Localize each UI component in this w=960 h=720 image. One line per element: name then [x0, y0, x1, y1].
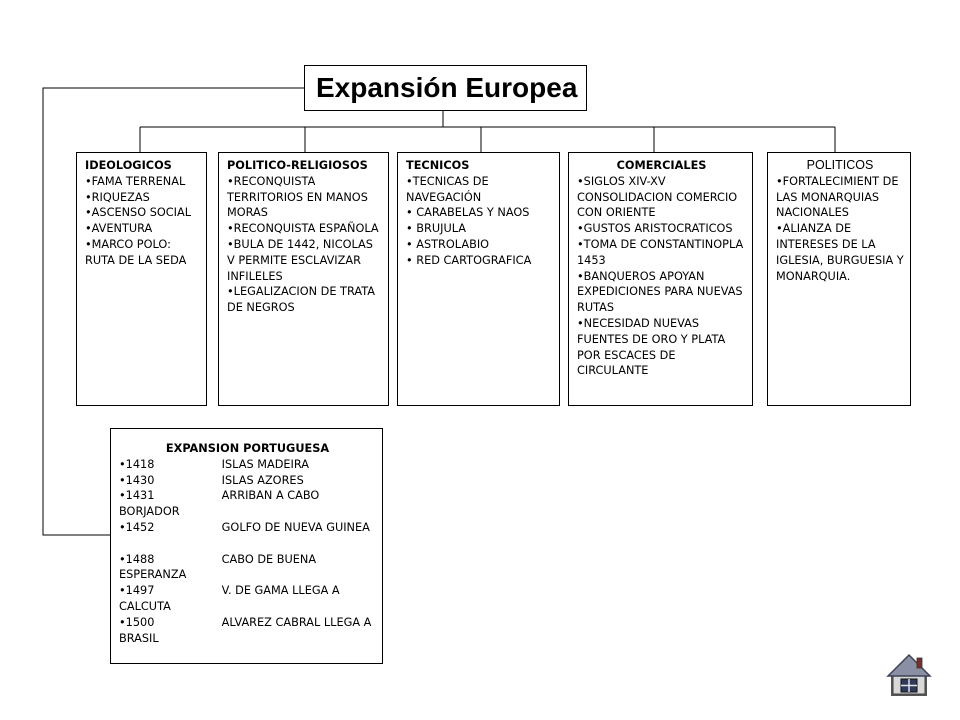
list-item: • RECONQUISTA TERRITORIOS EN MANOS MORAS — [227, 174, 382, 221]
box-politicos — [767, 152, 911, 406]
event-year: 1452 — [125, 520, 155, 534]
list-item: • RECONQUISTA ESPAÑOLA — [227, 221, 382, 237]
title-box — [304, 65, 587, 111]
list-item: • RED CARTOGRAFICA — [406, 253, 553, 269]
event-text: V. DE GAMA LLEGA A CALCUTA — [119, 584, 340, 613]
box-ideologicos — [76, 152, 207, 406]
list-item: • ASTROLABIO — [406, 237, 553, 253]
list-item: • FORTALECIMIENT DE LAS MONARQUIAS NACIONALES — [776, 174, 904, 221]
box-heading: COMERCIALES — [616, 159, 707, 172]
event-year: 1488 — [125, 552, 155, 566]
event-text: ALVAREZ CABRAL LLEGA A BRASIL — [119, 615, 372, 645]
list-item: • BULA DE 1442, NICOLAS V PERMITE ESCLAVIZAR INFILELES — [227, 237, 382, 284]
event-year: 1430 — [125, 473, 155, 487]
list-item — [119, 615, 376, 647]
list-item: • MARCO POLO: RUTA DE LA SEDA — [85, 237, 200, 269]
list-item — [119, 520, 376, 536]
event-year: 1431 — [125, 489, 155, 503]
list-item — [119, 457, 376, 473]
list-item: • RIQUEZAS — [85, 190, 200, 206]
list-item — [119, 552, 376, 584]
list-item: • TOMA DE CONSTANTINOPLA 1453 — [577, 237, 746, 269]
home-icon[interactable] — [886, 652, 932, 698]
list-item: • NECESIDAD NUEVAS FUENTES DE ORO Y PLATA POR ESCACES DE CIRCULANTE — [577, 316, 746, 379]
event-text: CABO DE BUENA ESPERANZA — [119, 552, 317, 582]
box-comerciales — [568, 152, 753, 406]
box-heading: POLITICO-RELIGIOSOS — [227, 159, 368, 172]
list-item: • AVENTURA — [85, 221, 200, 237]
list-item: • GUSTOS ARISTOCRATICOS — [577, 221, 746, 237]
event-year: 1500 — [125, 615, 155, 629]
list-item: • BRUJULA — [406, 221, 553, 237]
list-item: • ALIANZA DE INTERESES DE LA IGLESIA, BURGUESIA Y MONARQUIA. — [776, 221, 904, 284]
list-item: • BANQUEROS APOYAN EXPEDICIONES PARA NUEVAS RUTAS — [577, 269, 746, 316]
diagram-title: Expansión Europea — [316, 72, 578, 103]
box-heading: TECNICOS — [406, 159, 470, 172]
list-item: • ASCENSO SOCIAL — [85, 205, 200, 221]
event-text: ISLAS MADEIRA — [221, 457, 309, 471]
box-politico-religiosos — [218, 152, 389, 406]
event-year: 1418 — [125, 457, 155, 471]
event-text: ARRIBAN A CABO BORJADOR — [119, 489, 320, 519]
list-item: • TECNICAS DE NAVEGACIÓN — [406, 174, 553, 206]
list-item: • FAMA TERRENAL — [85, 174, 200, 190]
event-year: 1497 — [125, 584, 155, 598]
list-item: • CARABELAS Y NAOS — [406, 205, 553, 221]
event-text: ISLAS AZORES — [221, 473, 304, 487]
box-expansion-portuguesa — [110, 428, 383, 664]
list-item: • LEGALIZACION DE TRATA DE NEGROS — [227, 284, 382, 316]
box-heading: IDEOLOGICOS — [85, 159, 172, 172]
list-item — [119, 488, 376, 520]
event-text: GOLFO DE NUEVA GUINEA — [221, 520, 370, 534]
box-heading: POLITICOS — [806, 158, 874, 172]
list-item — [119, 473, 376, 489]
box-heading: EXPANSION PORTUGUESA — [165, 442, 330, 455]
box-tecnicos — [397, 152, 560, 406]
list-item — [119, 583, 376, 615]
list-item: • SIGLOS XIV-XV CONSOLIDACION COMERCIO CON ORIENTE — [577, 174, 746, 221]
